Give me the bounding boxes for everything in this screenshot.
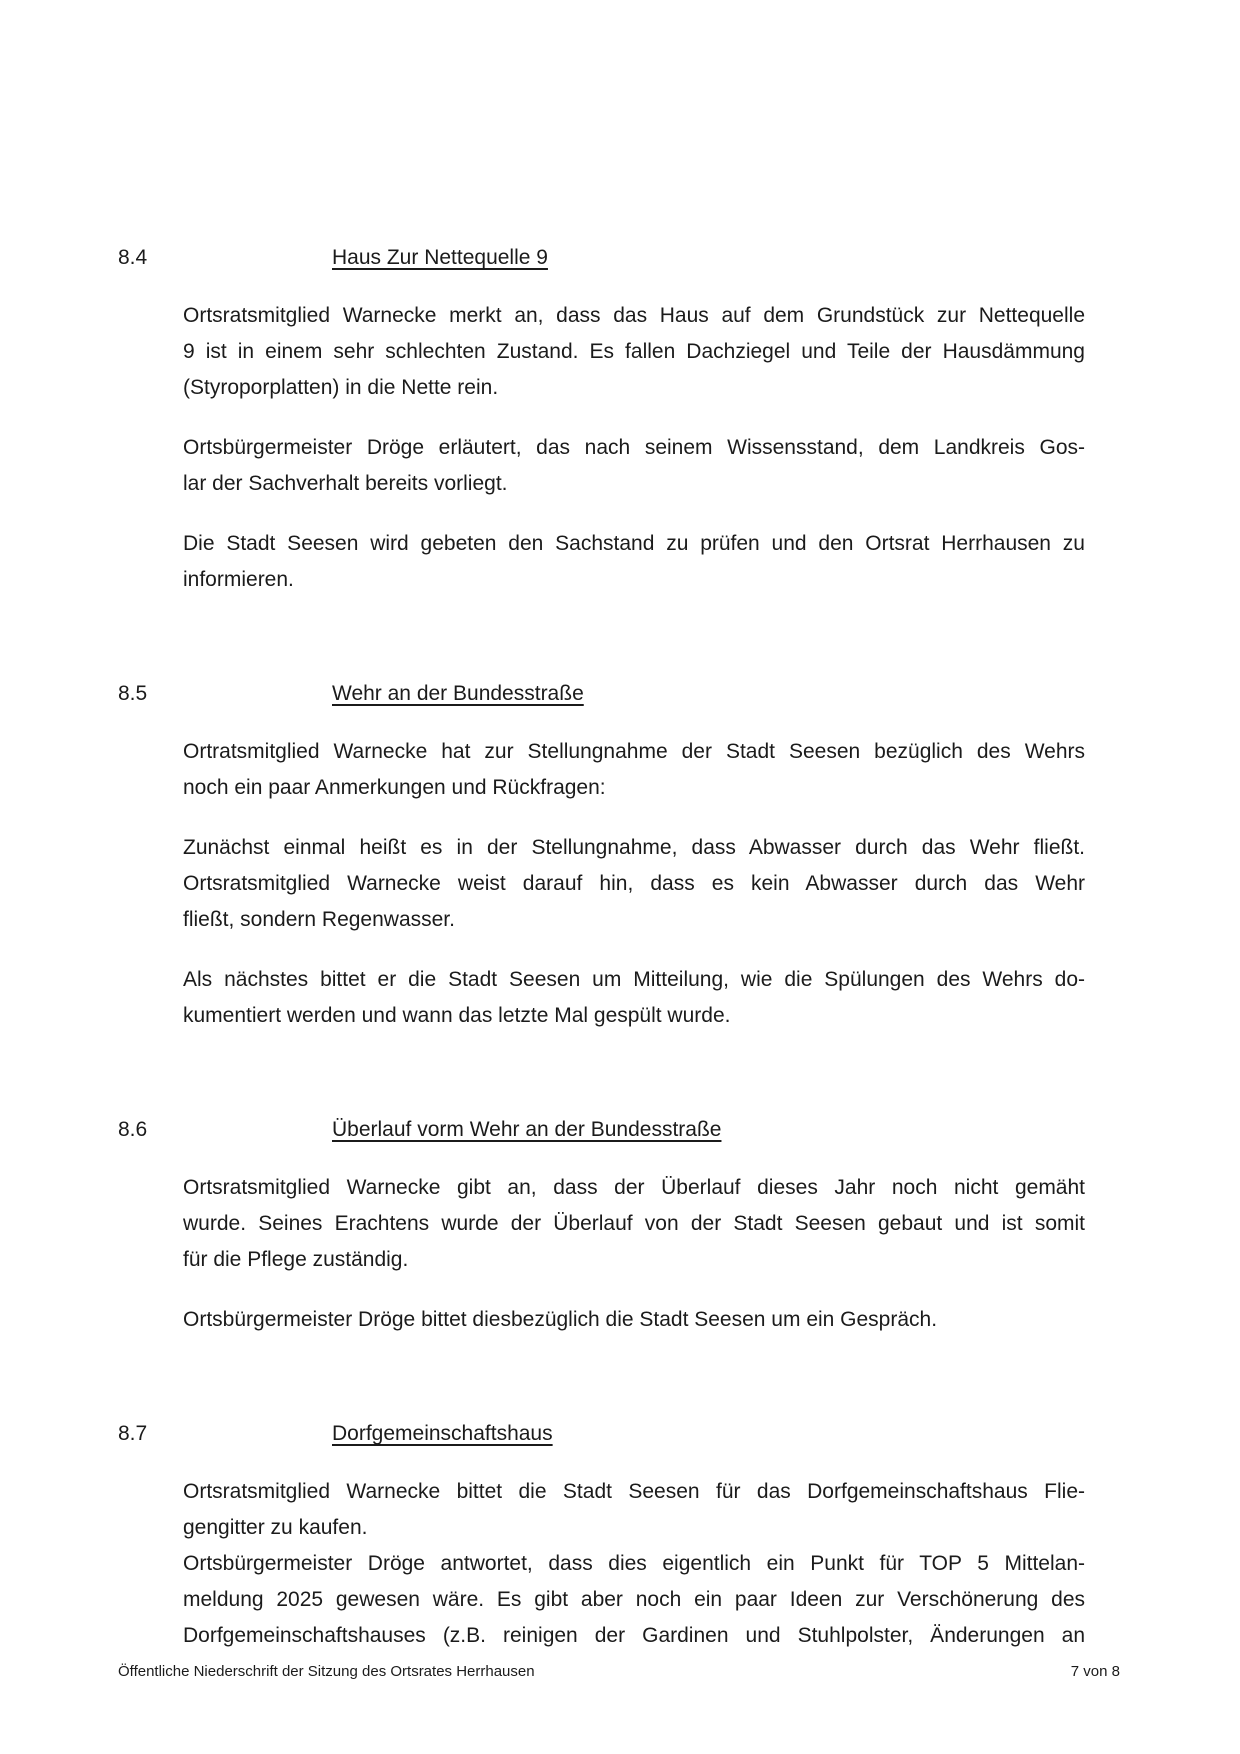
text-line: Als nächstes bittet er die Stadt Seesen um Mitteilung, wie die Spülungen des Wehrs do-: [183, 968, 1085, 991]
paragraph: [183, 962, 1085, 1034]
section-8-5: [118, 676, 1085, 1034]
text-line: Ortsratsmitglied Warnecke weist darauf hin, dass es kein Abwasser durch das Wehr: [183, 872, 1085, 895]
section-title: Dorfgemeinschaftshaus: [332, 1422, 553, 1445]
paragraph: [183, 830, 1085, 938]
footer-page-number: 7 von 8: [1070, 1663, 1120, 1680]
section-8-6: [118, 1112, 1085, 1338]
paragraph: [183, 526, 1085, 598]
text-line: Ortratsmitglied Warnecke hat zur Stellungnahme der Stadt Seesen bezüglich des Wehrs: [183, 740, 1085, 763]
footer-title: Öffentliche Niederschrift der Sitzung des Ortsrates Herrhausen: [118, 1663, 535, 1680]
text-line: Ortsratsmitglied Warnecke bittet die Stadt Seesen für das Dorfgemeinschaftshaus Flie-: [183, 1480, 1085, 1503]
text-line: Ortsbürgermeister Dröge erläutert, das nach seinem Wissensstand, dem Landkreis Gos-: [183, 436, 1085, 459]
document-body: [118, 240, 1085, 1732]
text-line: Ortsratsmitglied Warnecke gibt an, dass der Überlauf dieses Jahr noch nicht gemäht: [183, 1176, 1085, 1199]
text-line: Ortsbürgermeister Dröge antwortet, dass dies eigentlich ein Punkt für TOP 5 Mittelan-: [183, 1552, 1085, 1575]
text-line: fließt, sondern Regenwasser.: [183, 908, 455, 931]
text-line: informieren.: [183, 568, 294, 591]
text-line: 9 ist in einem sehr schlechten Zustand. Es fallen Dachziegel und Teile der Hausdämmung: [183, 340, 1085, 363]
section-number: 8.4: [118, 246, 148, 269]
text-line: lar der Sachverhalt bereits vorliegt.: [183, 472, 508, 495]
paragraph: [183, 1170, 1085, 1278]
paragraph: [183, 1302, 1085, 1338]
text-line: Ortsbürgermeister Dröge bittet diesbezüglich die Stadt Seesen um ein Gespräch.: [183, 1308, 938, 1331]
section-heading: [118, 240, 1085, 276]
text-line: Zunächst einmal heißt es in der Stellungnahme, dass Abwasser durch das Wehr fließt.: [183, 836, 1085, 859]
page-footer: [118, 1662, 1120, 1682]
section-heading: [118, 1112, 1085, 1148]
paragraph: [183, 430, 1085, 502]
section-title: Wehr an der Bundesstraße: [332, 682, 584, 705]
paragraph: [183, 1474, 1085, 1546]
section-heading: [118, 1416, 1085, 1452]
text-line: Dorfgemeinschaftshauses (z.B. reinigen der Gardinen und Stuhlpolster, Änderungen an: [183, 1624, 1085, 1647]
section-title: Überlauf vorm Wehr an der Bundesstraße: [332, 1118, 722, 1141]
section-number: 8.6: [118, 1118, 148, 1141]
text-line: gengitter zu kaufen.: [183, 1516, 368, 1539]
paragraph: [183, 1546, 1085, 1654]
paragraph: [183, 734, 1085, 806]
text-line: kumentiert werden und wann das letzte Mal gespült wurde.: [183, 1004, 731, 1027]
text-line: Die Stadt Seesen wird gebeten den Sachstand zu prüfen und den Ortsrat Herrhausen zu: [183, 532, 1085, 555]
text-line: wurde. Seines Erachtens wurde der Überlauf von der Stadt Seesen gebaut und ist somit: [183, 1212, 1085, 1235]
text-line: Ortsratsmitglied Warnecke merkt an, dass das Haus auf dem Grundstück zur Nettequelle: [183, 304, 1085, 327]
section-number: 8.5: [118, 682, 148, 705]
text-line: noch ein paar Anmerkungen und Rückfragen:: [183, 776, 606, 799]
section-8-4: [118, 240, 1085, 598]
section-number: 8.7: [118, 1422, 148, 1445]
text-line: (Styroporplatten) in die Nette rein.: [183, 376, 499, 399]
text-line: meldung 2025 gewesen wäre. Es gibt aber noch ein paar Ideen zur Verschönerung des: [183, 1588, 1085, 1611]
section-heading: [118, 676, 1085, 712]
section-title: Haus Zur Nettequelle 9: [332, 246, 548, 269]
section-8-7: [118, 1416, 1085, 1654]
paragraph: [183, 298, 1085, 406]
text-line: für die Pflege zuständig.: [183, 1248, 409, 1271]
